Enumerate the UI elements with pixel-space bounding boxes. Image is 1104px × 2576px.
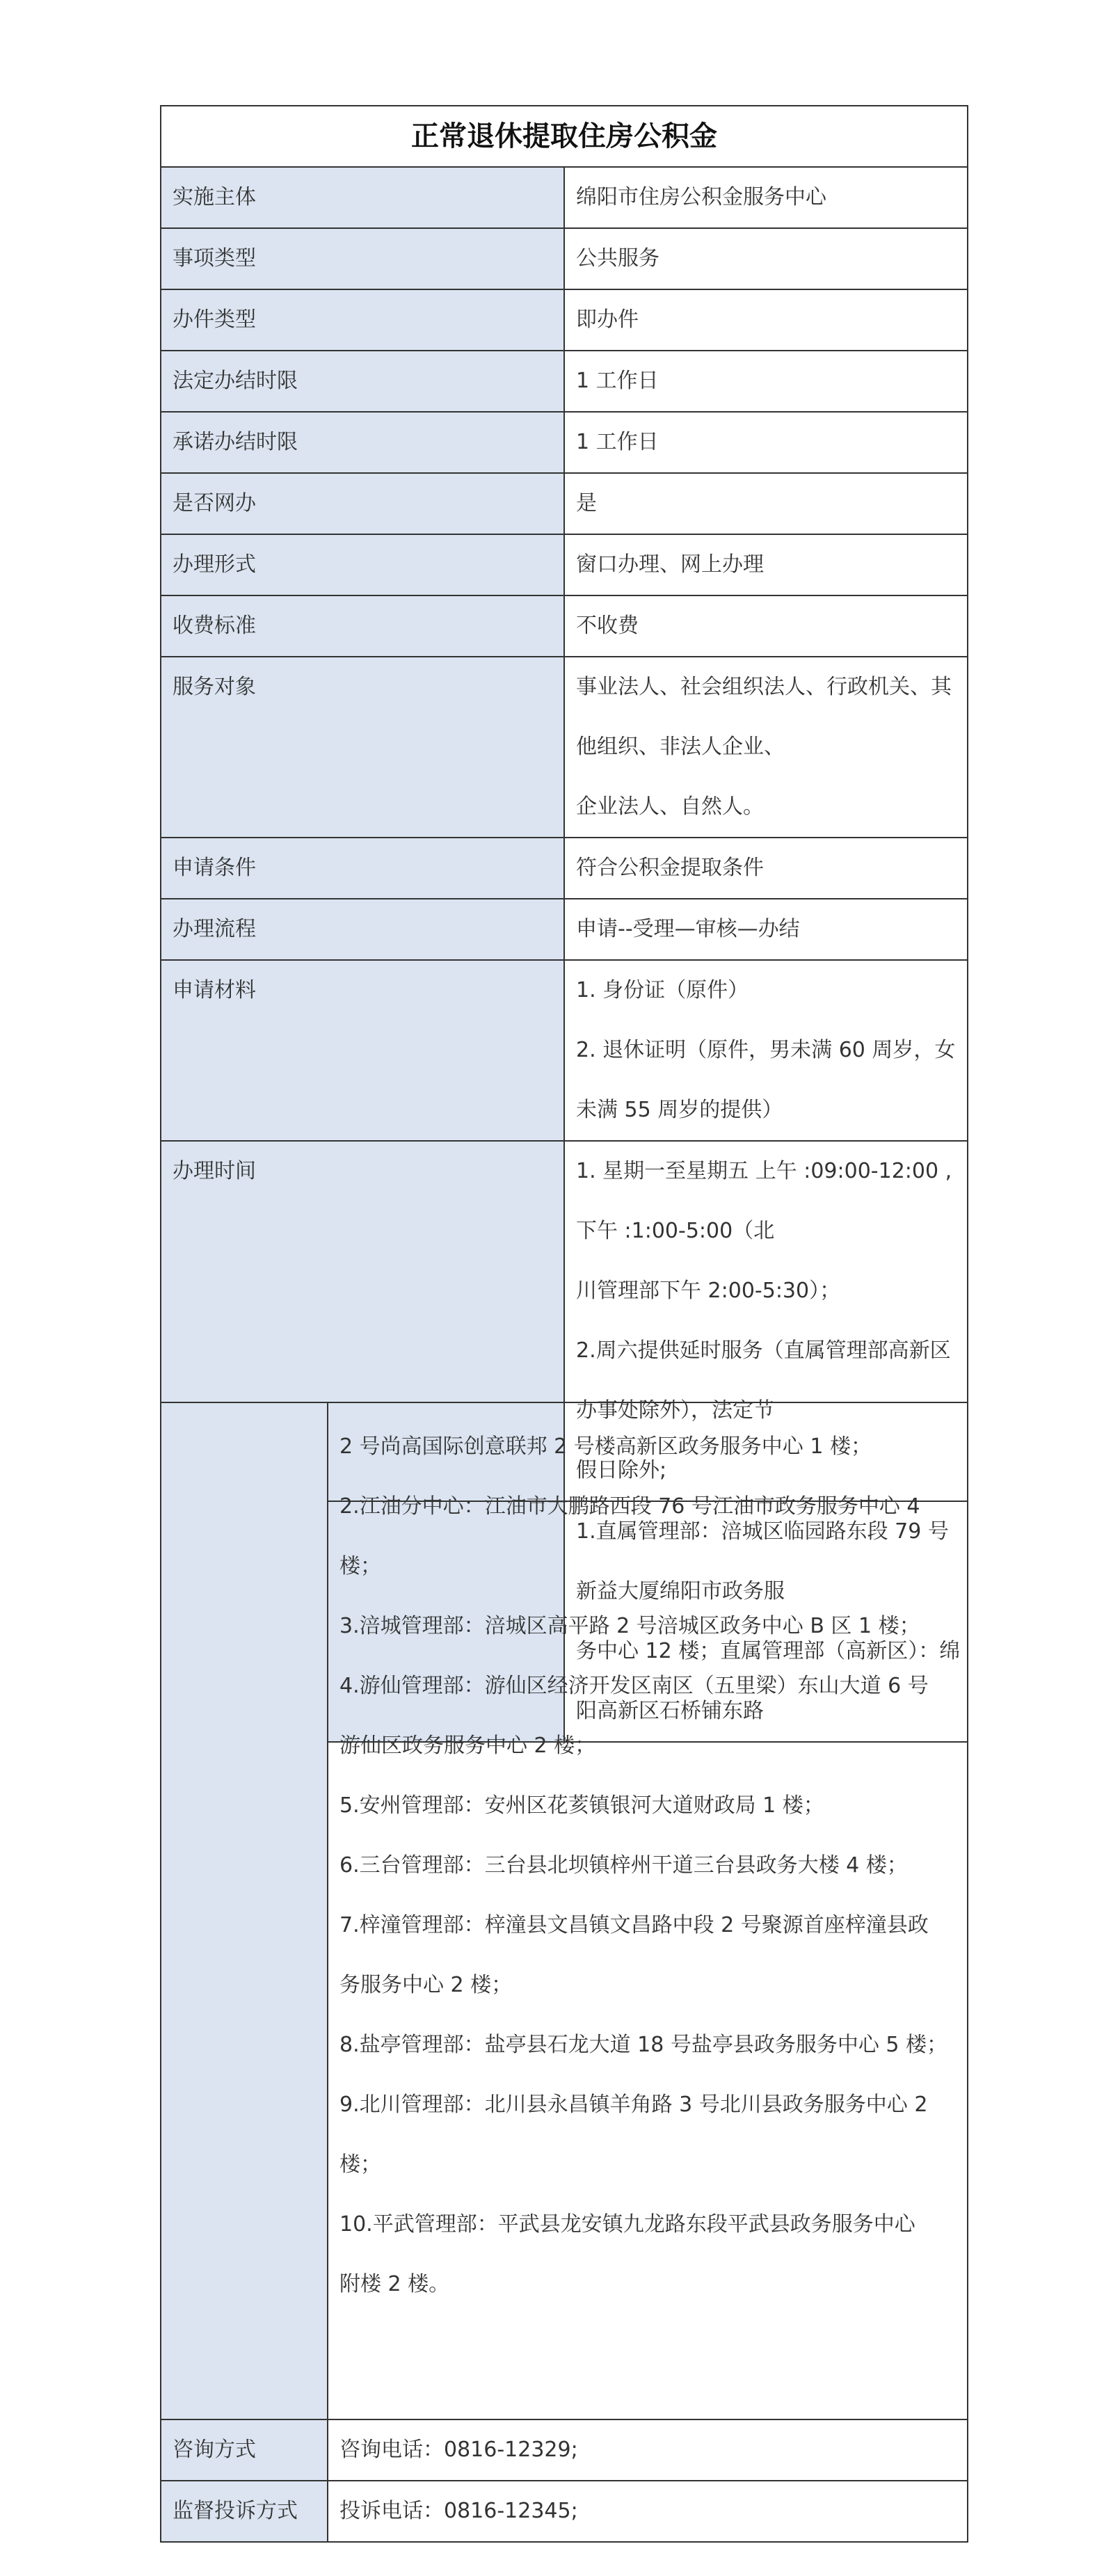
row-label: 收费标准 [161,595,564,657]
row-label: 承诺办结时限 [161,412,564,473]
row-value: 1 工作日 [564,351,968,412]
table-row [161,351,968,412]
text-line: 2. 退休证明（原件，男未满 60 周岁，女未满 55 周岁的提供） [576,1038,956,1122]
text-line: 2.周六提供延时服务（直属管理部高新区办事处除外），法定节 [576,1338,951,1423]
row-label: 事项类型 [161,228,564,289]
text-line: 务服务中心 2 楼； [339,1973,513,1997]
materials-value [564,960,968,1141]
text-line: 游仙区政务服务中心 2 楼； [339,1734,596,1758]
row-value: 符合公积金提取条件 [564,838,968,899]
row-value: 是 [564,473,968,534]
title-row [161,106,968,167]
row-label: 办理时间 [161,1141,564,1501]
table-row [161,228,968,289]
text-line: 假日除外; [576,1458,667,1482]
text-line: 事业法人、社会组织法人、行政机关、其他组织、非法人企业、 [576,675,952,759]
row-label: 办理形式 [161,534,564,595]
text-line: 3.涪城管理部：涪城区高平路 2 号涪城区政务中心 B 区 1 楼； [339,1614,920,1638]
conditions-row [161,838,968,899]
location-row-continued [161,1402,968,2419]
table-row [161,595,968,657]
text-line: 附楼 2 楼。 [339,2272,450,2296]
table-row [161,412,968,473]
text-line: 9.北川管理部：北川县永昌镇羊角路 3 号北川县政务服务中心 2 [339,2093,928,2117]
page-title: 正常退休提取住房公积金 [161,106,968,167]
table-row [161,473,968,534]
text-line: 楼； [339,1554,381,1578]
row-label: 服务对象 [161,657,564,838]
complaint-row [161,2481,968,2542]
row-value: 公共服务 [564,228,968,289]
row-label: 法定办结时限 [161,351,564,412]
table-row [161,534,968,595]
text-line: 楼； [339,2152,381,2177]
row-value: 咨询电话：0816-12329; [328,2419,968,2481]
info-table-part2 [160,1402,968,2543]
row-value: 即办件 [564,289,968,351]
text-line: 2.江油分中心：江油市大鹏路西段 76 号江油市政务服务中心 4 [339,1494,920,1519]
consult-row [161,2419,968,2481]
text-line: 1. 身份证（原件） [576,978,749,1002]
process-row [161,899,968,960]
row-label: 咨询方式 [161,2419,328,2481]
row-label: 申请条件 [161,838,564,899]
table-row [161,167,968,228]
row-label: 申请材料 [161,960,564,1141]
table-row [161,289,968,351]
text-line: 1.直属管理部：涪城区临园路东段 79 号新益大厦绵阳市政务服 [576,1519,949,1603]
text-line: 2 号尚高国际创意联邦 2 号楼高新区政务服务中心 1 楼； [339,1434,872,1459]
service-target-row [161,657,968,838]
row-label-empty [161,1402,328,2419]
row-label: 办件类型 [161,289,564,351]
row-value: 不收费 [564,595,968,657]
text-line: 6.三台管理部：三台县北坝镇梓州干道三台县政务大楼 4 楼； [339,1853,908,1878]
text-line: 川管理部下午 2:00-5:30）； [576,1279,841,1303]
row-label: 办理流程 [161,899,564,960]
row-label: 监督投诉方式 [161,2481,328,2542]
service-target-value [564,657,968,838]
row-value: 1 工作日 [564,412,968,473]
row-value: 窗口办理、网上办理 [564,534,968,595]
row-label: 实施主体 [161,167,564,228]
materials-row [161,960,968,1141]
row-value: 申请--受理—审核—办结 [564,899,968,960]
text-line: 4.游仙管理部：游仙区经济开发区南区（五里梁）东山大道 6 号 [339,1674,929,1698]
text-line: 企业法人、自然人。 [576,794,764,819]
text-line: 5.安州管理部：安州区花荄镇银河大道财政局 1 楼； [339,1793,824,1818]
text-line: 7.梓潼管理部：梓潼县文昌镇文昌路中段 2 号聚源首座梓潼县政 [339,1913,929,1937]
row-label: 是否网办 [161,473,564,534]
text-line: 8.盐亭管理部：盐亭县石龙大道 18 号盐亭县政务服务中心 5 楼； [339,2033,948,2057]
row-value: 绵阳市住房公积金服务中心 [564,167,968,228]
text-line: 10.平武管理部：平武县龙安镇九龙路东段平武县政务服务中心 [339,2212,915,2237]
text-line: 务中心 12 楼；直属管理部（高新区）：绵阳高新区石桥铺东路 [576,1639,961,1723]
location-value-part2 [328,1402,968,2419]
row-value: 投诉电话：0816-12345; [328,2481,968,2542]
text-line: 1. 星期一至星期五 上午 :09:00-12:00 ,下午 :1:00-5:00（北 [576,1159,952,1243]
